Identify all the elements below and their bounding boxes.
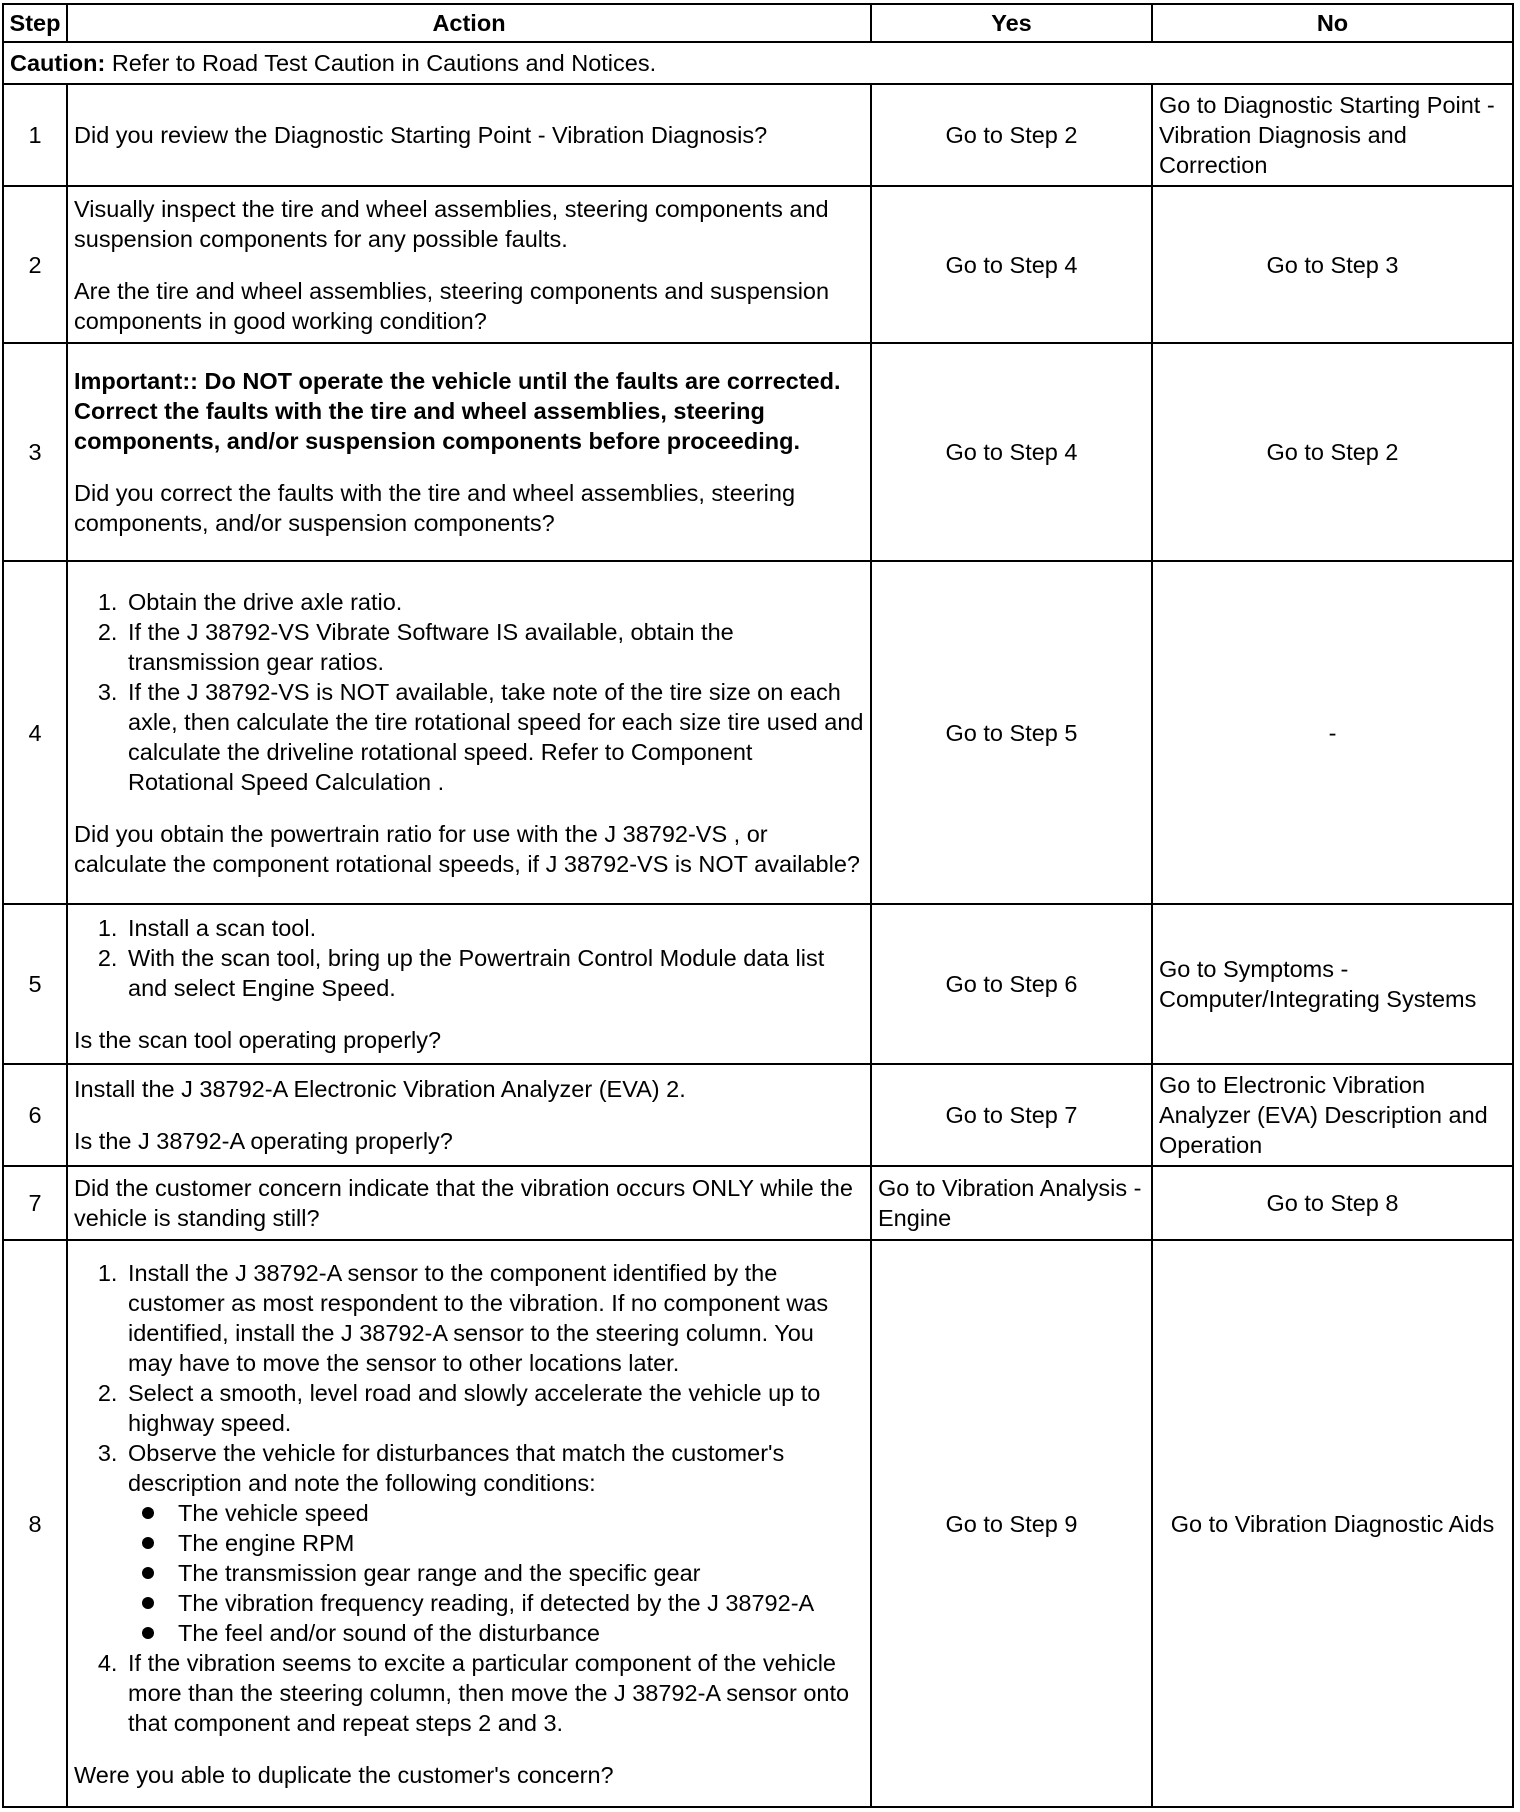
no-cell: Go to Electronic Vibration Analyzer (EVA) Description and Operation bbox=[1152, 1064, 1513, 1166]
step-number: 8 bbox=[3, 1240, 67, 1807]
step-row-5 bbox=[3, 904, 1513, 1064]
procedure-item: 1. Obtain the drive axle ratio. bbox=[124, 587, 864, 617]
procedure-item: 2. Select a smooth, level road and slowly accelerate the vehicle up to highway speed. bbox=[124, 1378, 864, 1438]
no-cell: Go to Diagnostic Starting Point - Vibration Diagnosis and Correction bbox=[1152, 84, 1513, 186]
condition-item: The vehicle speed bbox=[174, 1498, 864, 1528]
step-row-1 bbox=[3, 84, 1513, 186]
action-cell bbox=[67, 1166, 871, 1240]
procedure-list bbox=[74, 587, 864, 797]
instruction-text: Visually inspect the tire and wheel assemblies, steering components and suspension components for any possible faults. bbox=[74, 195, 829, 252]
condition-item: The vibration frequency reading, if detected by the J 38792-A bbox=[174, 1588, 864, 1618]
caution-row bbox=[3, 42, 1513, 84]
yes-cell: Go to Vibration Analysis - Engine bbox=[871, 1166, 1152, 1240]
action-cell bbox=[67, 343, 871, 561]
procedure-item: 1. Install the J 38792-A sensor to the component identified by the customer as most respondent to the vibration. If no component was identified, install the J 38792-A sensor to the steering column. You may have to move the sensor to other locations later. bbox=[124, 1258, 864, 1378]
no-cell: Go to Symptoms - Computer/Integrating Systems bbox=[1152, 904, 1513, 1064]
step-row-6 bbox=[3, 1064, 1513, 1166]
caution-cell bbox=[3, 42, 1513, 84]
question-text: Did you obtain the powertrain ratio for use with the J 38792-VS , or calculate the component rotational speeds, if J 38792-VS is NOT available? bbox=[74, 820, 860, 877]
action-cell bbox=[67, 1064, 871, 1166]
procedure-item: 2. With the scan tool, bring up the Powertrain Control Module data list and select Engine Speed. bbox=[124, 943, 864, 1003]
no-cell: Go to Step 8 bbox=[1152, 1166, 1513, 1240]
procedure-item: 1. Install a scan tool. bbox=[124, 913, 864, 943]
step-number: 1 bbox=[3, 84, 67, 186]
conditions-list bbox=[128, 1498, 864, 1648]
caution-text: Refer to Road Test Caution in Cautions and Notices. bbox=[105, 50, 657, 76]
procedure-item-text: Observe the vehicle for disturbances that match the customer's description and note the following conditions: bbox=[128, 1439, 785, 1496]
yes-cell: Go to Step 4 bbox=[871, 186, 1152, 343]
procedure-list bbox=[74, 913, 864, 1003]
question-text: Were you able to duplicate the customer's concern? bbox=[74, 1761, 614, 1788]
question-text: Is the J 38792-A operating properly? bbox=[74, 1128, 453, 1154]
caution-label: Caution: bbox=[10, 50, 106, 76]
condition-item: The engine RPM bbox=[174, 1528, 864, 1558]
step-row-2 bbox=[3, 186, 1513, 343]
header-action: Action bbox=[67, 4, 871, 42]
step-number: 7 bbox=[3, 1166, 67, 1240]
question-text: Are the tire and wheel assemblies, steering components and suspension components in good working condition? bbox=[74, 277, 830, 334]
no-cell: Go to Step 3 bbox=[1152, 186, 1513, 343]
procedure-item: 4. If the vibration seems to excite a particular component of the vehicle more than the steering column, then move the J 38792-A sensor onto that component and repeat steps 2 and 3. bbox=[124, 1648, 864, 1738]
action-cell bbox=[67, 561, 871, 904]
procedure-item: 2. If the J 38792-VS Vibrate Software IS available, obtain the transmission gear ratios. bbox=[124, 617, 864, 677]
step-number: 3 bbox=[3, 343, 67, 561]
question-text: Did the customer concern indicate that the vibration occurs ONLY while the vehicle is standing still? bbox=[74, 1175, 853, 1231]
yes-cell: Go to Step 9 bbox=[871, 1240, 1152, 1807]
no-cell: - bbox=[1152, 561, 1513, 904]
step-row-8 bbox=[3, 1240, 1513, 1807]
header-row bbox=[3, 4, 1513, 42]
condition-item: The feel and/or sound of the disturbance bbox=[174, 1618, 864, 1648]
yes-cell: Go to Step 2 bbox=[871, 84, 1152, 186]
header-no: No bbox=[1152, 4, 1513, 42]
no-cell: Go to Vibration Diagnostic Aids bbox=[1152, 1240, 1513, 1807]
action-cell bbox=[67, 1240, 871, 1807]
instruction-text: Install the J 38792-A Electronic Vibration Analyzer (EVA) 2. bbox=[74, 1076, 686, 1102]
step-row-7 bbox=[3, 1166, 1513, 1240]
step-number: 5 bbox=[3, 904, 67, 1064]
action-cell bbox=[67, 904, 871, 1064]
question-text: Is the scan tool operating properly? bbox=[74, 1027, 442, 1053]
header-step: Step bbox=[3, 4, 67, 42]
action-cell bbox=[67, 186, 871, 343]
no-cell: Go to Step 2 bbox=[1152, 343, 1513, 561]
important-note: Important:: Do NOT operate the vehicle until the faults are corrected. Correct the faults with the tire and wheel assemblies, steering components, and/or suspension components before proceeding. bbox=[74, 368, 841, 454]
yes-cell: Go to Step 4 bbox=[871, 343, 1152, 561]
procedure-item bbox=[124, 1438, 864, 1648]
procedure-item: 3. If the J 38792-VS is NOT available, take note of the tire size on each axle, then calculate the tire rotational speed for each size tire used and calculate the driveline rotational speed. Refer to Component Rotational Speed Calculation . bbox=[124, 677, 864, 797]
condition-item: The transmission gear range and the specific gear bbox=[174, 1558, 864, 1588]
question-text: Did you review the Diagnostic Starting Point - Vibration Diagnosis? bbox=[74, 122, 768, 148]
header-yes: Yes bbox=[871, 4, 1152, 42]
step-row-3 bbox=[3, 343, 1513, 561]
yes-cell: Go to Step 6 bbox=[871, 904, 1152, 1064]
yes-cell: Go to Step 5 bbox=[871, 561, 1152, 904]
action-cell bbox=[67, 84, 871, 186]
yes-cell: Go to Step 7 bbox=[871, 1064, 1152, 1166]
diagnostic-table bbox=[2, 3, 1514, 1808]
step-row-4 bbox=[3, 561, 1513, 904]
step-number: 6 bbox=[3, 1064, 67, 1166]
step-number: 2 bbox=[3, 186, 67, 343]
step-number: 4 bbox=[3, 561, 67, 904]
question-text: Did you correct the faults with the tire and wheel assemblies, steering components, and/or suspension components? bbox=[74, 480, 796, 536]
procedure-list bbox=[74, 1258, 864, 1738]
